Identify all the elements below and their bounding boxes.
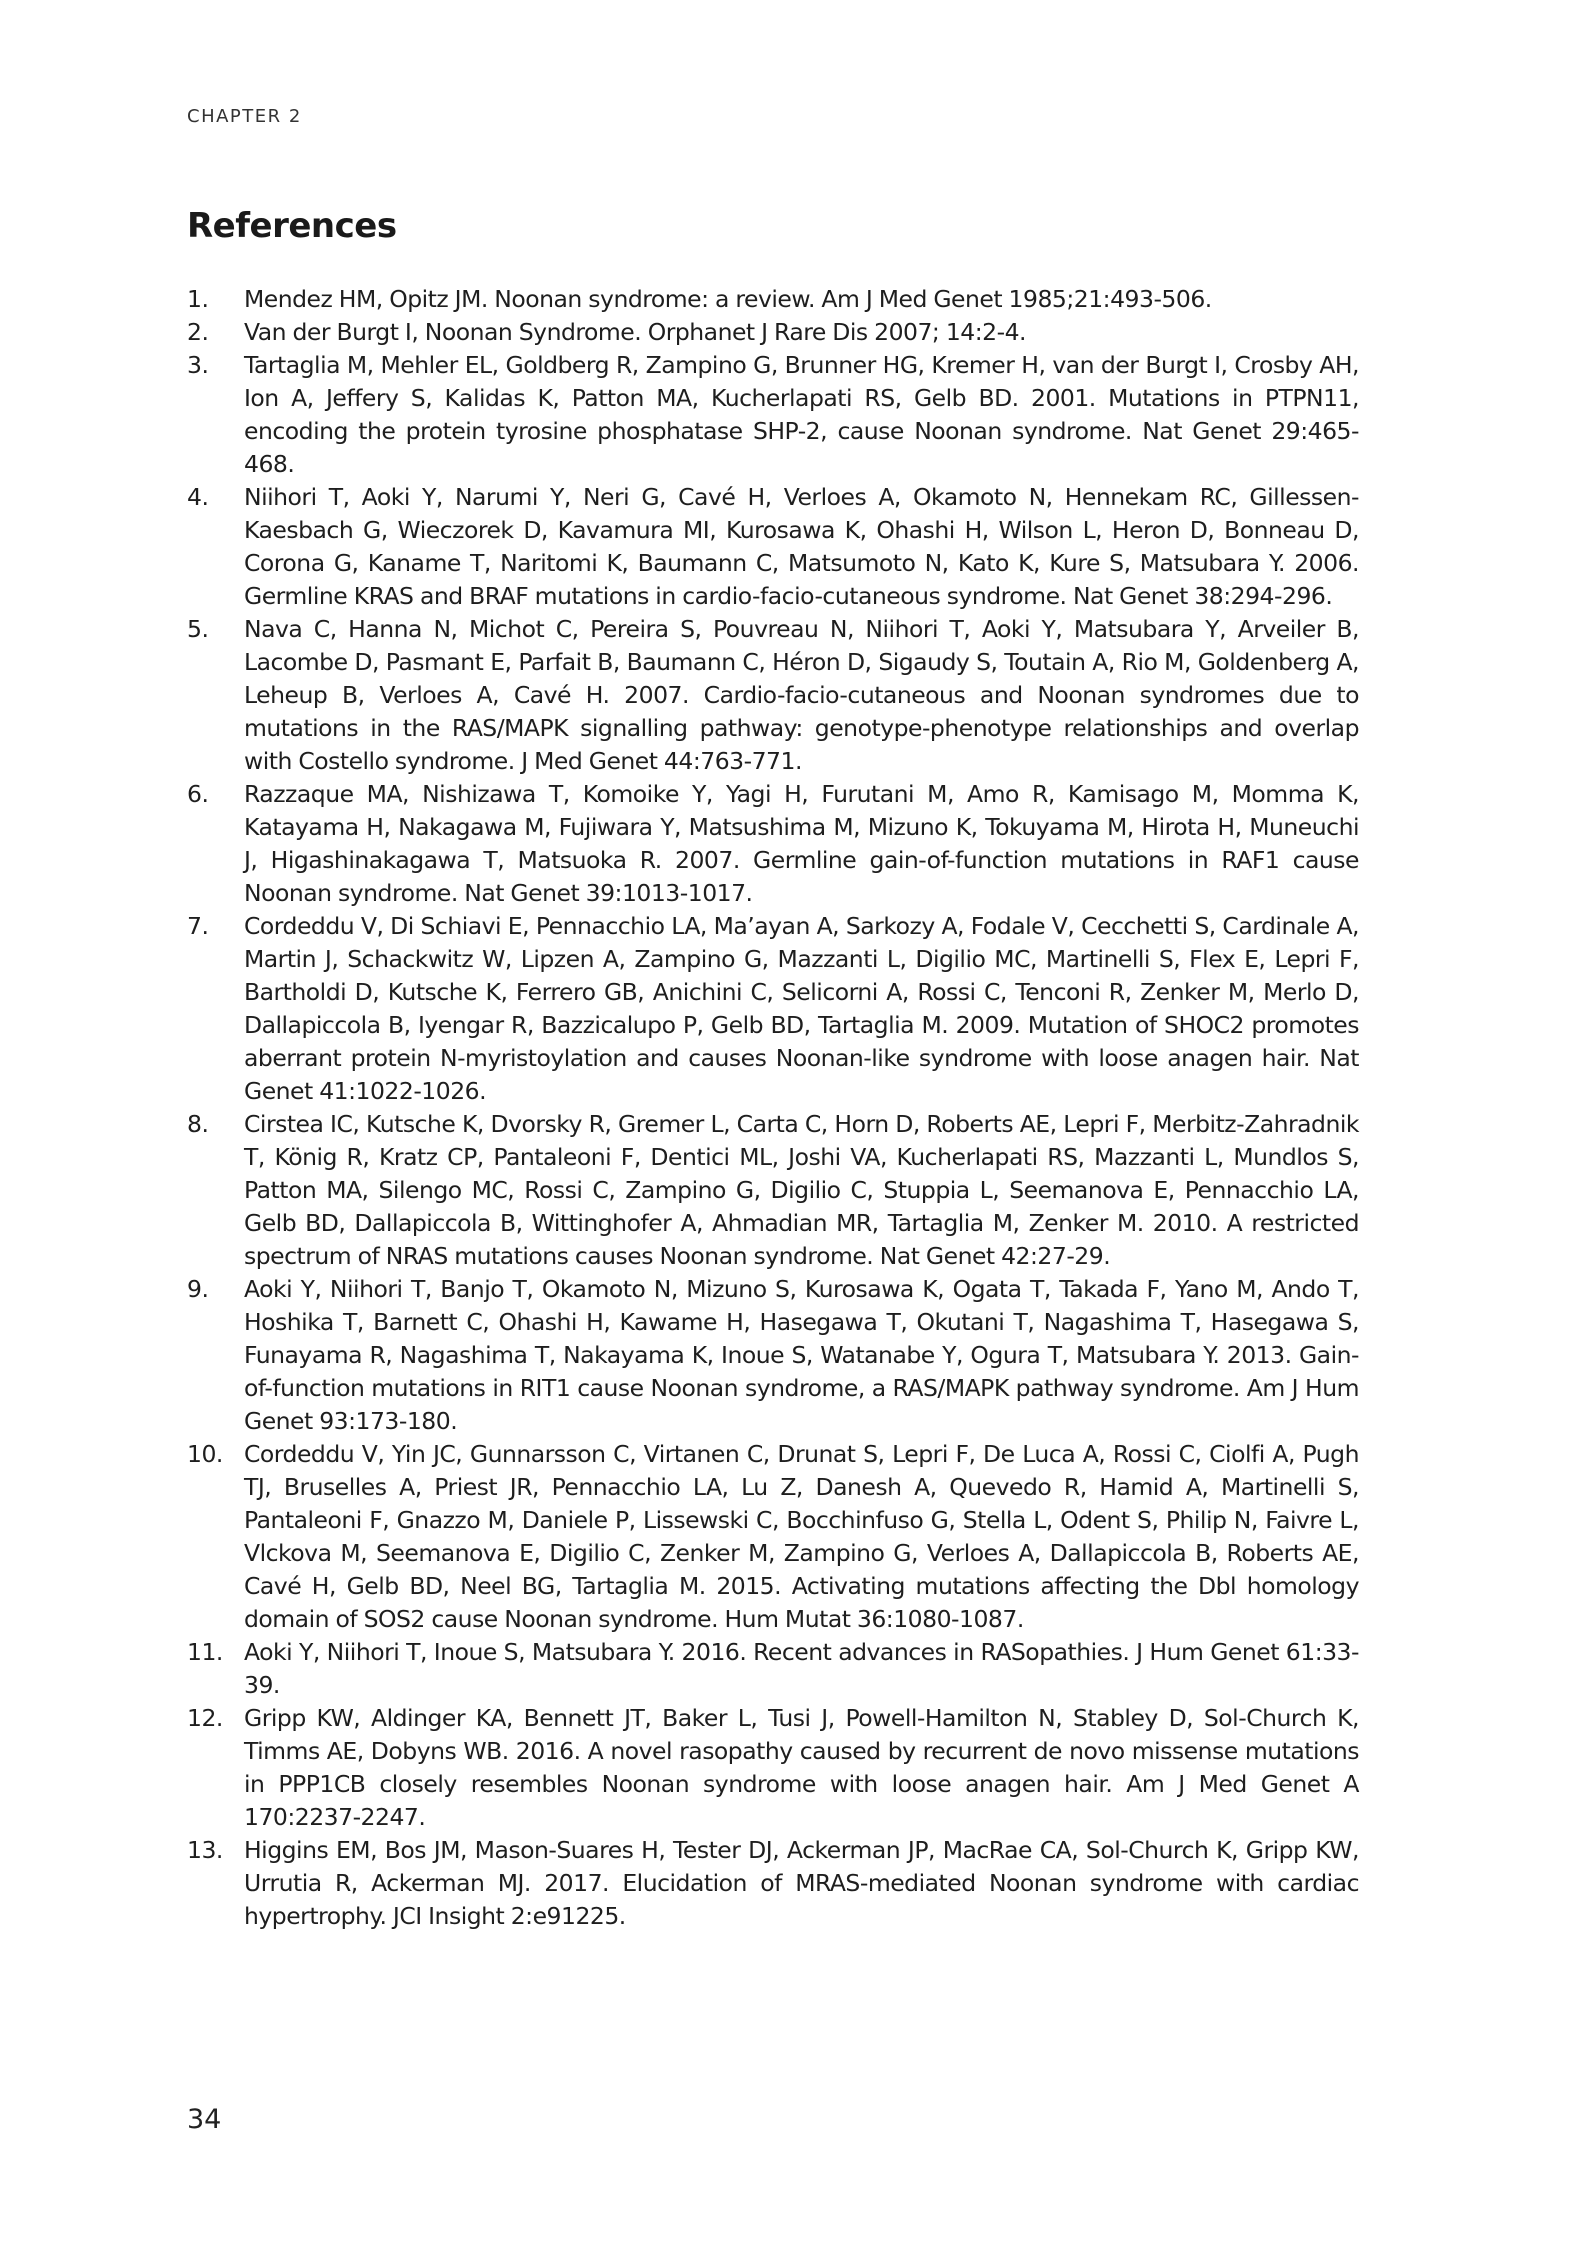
reference-item bbox=[187, 613, 1359, 778]
reference-item bbox=[187, 349, 1359, 481]
reference-text: Gripp KW, Aldinger KA, Bennett JT, Baker L, Tusi J, Powell-Hamilton N, Stabley D, Sol-Church K, Timms AE, Dobyns WB. 2016. A novel rasopathy caused by recurrent de novo missense mutations in PPP1CB closely resembles Noonan syndrome with loose anagen hair. Am J Med Genet A 170:2237-2247. bbox=[244, 1704, 1359, 1831]
reference-text: Higgins EM, Bos JM, Mason-Suares H, Tester DJ, Ackerman JP, MacRae CA, Sol-Church K, Gripp KW, Urrutia R, Ackerman MJ. 2017. Elucidation of MRAS-mediated Noonan syndrome with cardiac hypertrophy. JCI Insight 2:e91225. bbox=[244, 1836, 1359, 1930]
reference-text: Cordeddu V, Yin JC, Gunnarsson C, Virtanen C, Drunat S, Lepri F, De Luca A, Rossi C, Ciolfi A, Pugh TJ, Bruselles A, Priest JR, Pennacchio LA, Lu Z, Danesh A, Quevedo R, Hamid A, Martinelli S, Pantaleoni F, Gnazzo M, Daniele P, Lissewski C, Bocchinfuso G, Stella L, Odent S, Philip N, Faivre L, Vlckova M, Seemanova E, Digilio C, Zenker M, Zampino G, Verloes A, Dallapiccola B, Roberts AE, Cavé H, Gelb BD, Neel BG, Tartaglia M. 2015. Activating mutations affecting the Dbl homology domain of SOS2 cause Noonan syndrome. Hum Mutat 36:1080-1087. bbox=[244, 1440, 1359, 1633]
reference-text: Aoki Y, Niihori T, Inoue S, Matsubara Y. 2016. Recent advances in RASopathies. J Hum Genet 61:33-39. bbox=[244, 1638, 1359, 1699]
reference-item bbox=[187, 1273, 1359, 1438]
reference-item bbox=[187, 481, 1359, 613]
reference-number: 12. bbox=[187, 1704, 223, 1732]
reference-number: 13. bbox=[187, 1836, 223, 1864]
reference-number: 8. bbox=[187, 1110, 209, 1138]
reference-number: 10. bbox=[187, 1440, 223, 1468]
reference-text: Niihori T, Aoki Y, Narumi Y, Neri G, Cavé H, Verloes A, Okamoto N, Hennekam RC, Gillessen-Kaesbach G, Wieczorek D, Kavamura MI, Kurosawa K, Ohashi H, Wilson L, Heron D, Bonneau D, Corona G, Kaname T, Naritomi K, Baumann C, Matsumoto N, Kato K, Kure S, Matsubara Y. 2006. Germline KRAS and BRAF mutations in cardio-facio-cutaneous syndrome. Nat Genet 38:294-296. bbox=[244, 483, 1359, 610]
reference-text: Cordeddu V, Di Schiavi E, Pennacchio LA, Ma’ayan A, Sarkozy A, Fodale V, Cecchetti S, Cardinale A, Martin J, Schackwitz W, Lipzen A, Zampino G, Mazzanti L, Digilio MC, Martinelli S, Flex E, Lepri F, Bartholdi D, Kutsche K, Ferrero GB, Anichini C, Selicorni A, Rossi C, Tenconi R, Zenker M, Merlo D, Dallapiccola B, Iyengar R, Bazzicalupo P, Gelb BD, Tartaglia M. 2009. Mutation of SHOC2 promotes aberrant protein N-myristoylation and causes Noonan-like syndrome with loose anagen hair. Nat Genet 41:1022-1026. bbox=[244, 912, 1359, 1105]
running-head: CHAPTER 2 bbox=[187, 106, 302, 127]
reference-number: 9. bbox=[187, 1275, 209, 1303]
reference-item bbox=[187, 1702, 1359, 1834]
reference-text: Nava C, Hanna N, Michot C, Pereira S, Pouvreau N, Niihori T, Aoki Y, Matsubara Y, Arveiler B, Lacombe D, Pasmant E, Parfait B, Baumann C, Héron D, Sigaudy S, Toutain A, Rio M, Goldenberg A, Leheup B, Verloes A, Cavé H. 2007. Cardio-facio-cutaneous and Noonan syndromes due to mutations in the RAS/MAPK signalling pathway: genotype-phenotype relationships and overlap with Costello syndrome. J Med Genet 44:763-771. bbox=[244, 615, 1359, 775]
reference-item bbox=[187, 910, 1359, 1108]
reference-number: 3. bbox=[187, 351, 209, 379]
reference-text: Cirstea IC, Kutsche K, Dvorsky R, Gremer L, Carta C, Horn D, Roberts AE, Lepri F, Merbitz-Zahradnik T, König R, Kratz CP, Pantaleoni F, Dentici ML, Joshi VA, Kucherlapati RS, Mazzanti L, Mundlos S, Patton MA, Silengo MC, Rossi C, Zampino G, Digilio C, Stuppia L, Seemanova E, Pennacchio LA, Gelb BD, Dallapiccola B, Wittinghofer A, Ahmadian MR, Tartaglia M, Zenker M. 2010. A restricted spectrum of NRAS mutations causes Noonan syndrome. Nat Genet 42:27-29. bbox=[244, 1110, 1359, 1270]
reference-item bbox=[187, 316, 1359, 349]
reference-text: Tartaglia M, Mehler EL, Goldberg R, Zampino G, Brunner HG, Kremer H, van der Burgt I, Crosby AH, Ion A, Jeffery S, Kalidas K, Patton MA, Kucherlapati RS, Gelb BD. 2001. Mutations in PTPN11, encoding the protein tyrosine phosphatase SHP-2, cause Noonan syndrome. Nat Genet 29:465-468. bbox=[244, 351, 1359, 478]
reference-text: Razzaque MA, Nishizawa T, Komoike Y, Yagi H, Furutani M, Amo R, Kamisago M, Momma K, Katayama H, Nakagawa M, Fujiwara Y, Matsushima M, Mizuno K, Tokuyama M, Hirota H, Muneuchi J, Higashinakagawa T, Matsuoka R. 2007. Germline gain-of-function mutations in RAF1 cause Noonan syndrome. Nat Genet 39:1013-1017. bbox=[244, 780, 1359, 907]
reference-text: Van der Burgt I, Noonan Syndrome. Orphanet J Rare Dis 2007; 14:2-4. bbox=[244, 318, 1026, 346]
reference-number: 7. bbox=[187, 912, 209, 940]
reference-list bbox=[187, 283, 1359, 1933]
reference-number: 6. bbox=[187, 780, 209, 808]
reference-text: Aoki Y, Niihori T, Banjo T, Okamoto N, Mizuno S, Kurosawa K, Ogata T, Takada F, Yano M, Ando T, Hoshika T, Barnett C, Ohashi H, Kawame H, Hasegawa T, Okutani T, Nagashima T, Hasegawa S, Funayama R, Nagashima T, Nakayama K, Inoue S, Watanabe Y, Ogura T, Matsubara Y. 2013. Gain-of-function mutations in RIT1 cause Noonan syndrome, a RAS/MAPK pathway syndrome. Am J Hum Genet 93:173-180. bbox=[244, 1275, 1359, 1435]
reference-number: 2. bbox=[187, 318, 209, 346]
reference-item bbox=[187, 1834, 1359, 1933]
reference-item bbox=[187, 283, 1359, 316]
reference-number: 1. bbox=[187, 285, 209, 313]
reference-item bbox=[187, 1108, 1359, 1273]
reference-number: 4. bbox=[187, 483, 209, 511]
reference-item bbox=[187, 778, 1359, 910]
reference-item bbox=[187, 1636, 1359, 1702]
section-title: References bbox=[187, 206, 397, 246]
reference-number: 11. bbox=[187, 1638, 223, 1666]
page-number: 34 bbox=[187, 2104, 222, 2135]
reference-item bbox=[187, 1438, 1359, 1636]
reference-text: Mendez HM, Opitz JM. Noonan syndrome: a review. Am J Med Genet 1985;21:493-506. bbox=[244, 285, 1212, 313]
reference-number: 5. bbox=[187, 615, 209, 643]
